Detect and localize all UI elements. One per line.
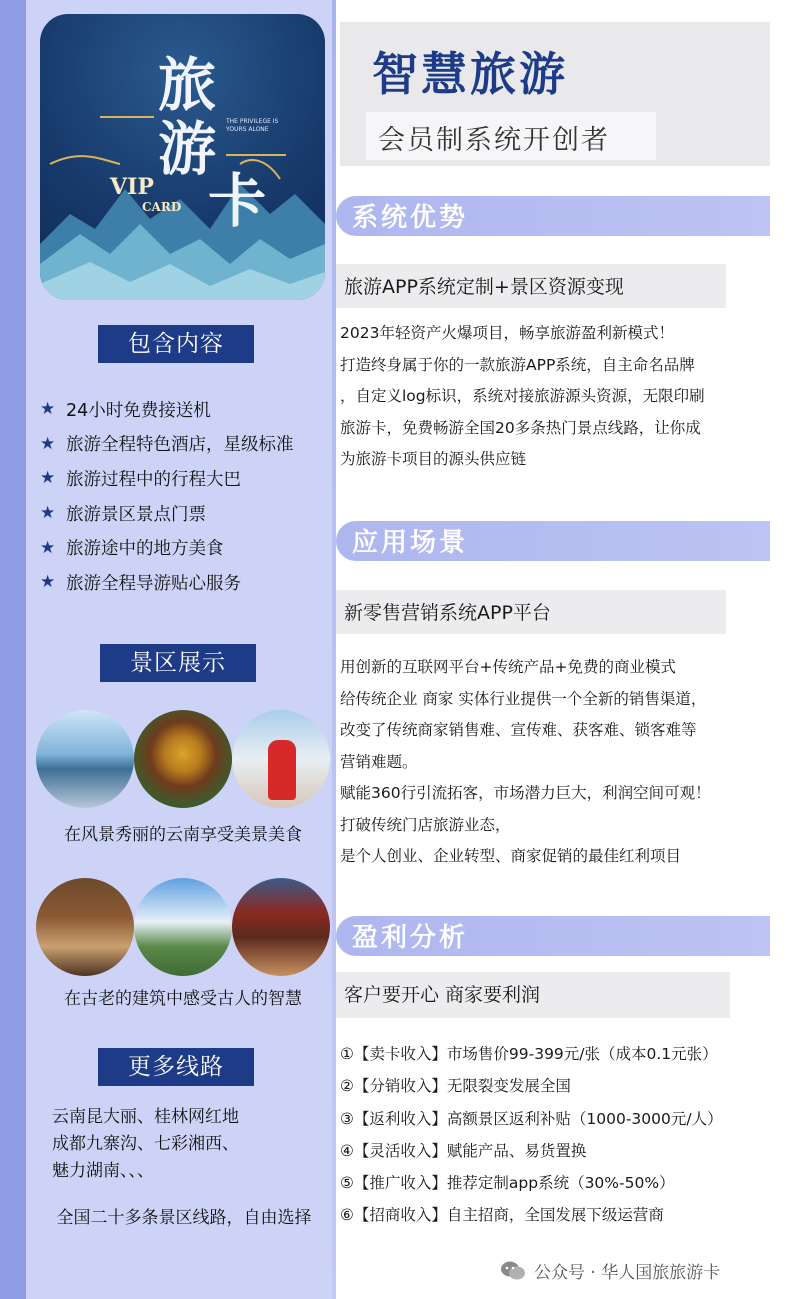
vip-label: VIP [110, 174, 154, 200]
scenic-caption-2: 在古老的建筑中感受古人的智慧 [64, 989, 302, 1009]
page-title: 智慧旅游 [372, 47, 568, 101]
route-line: 云南昆大丽、桂林网红地 [52, 1107, 239, 1127]
scenic-caption-1: 在风景秀丽的云南享受美景美食 [64, 825, 302, 845]
list-item: ★ 旅游景区景点门票 [40, 503, 206, 525]
scenic-photo-row-1 [36, 710, 330, 810]
routes-list [52, 1104, 239, 1185]
list-item: ★ 旅游全程导游贴心服务 [40, 572, 241, 594]
includes-heading: 包含内容 [98, 325, 254, 363]
routes-all: 全国二十多条景区线路，自由选择 [56, 1208, 312, 1228]
star-icon: ★ [40, 433, 56, 454]
star-icon: ★ [40, 468, 56, 489]
scenic-heading: 景区展示 [100, 644, 256, 682]
section-heading-advantage: 系统优势 [336, 196, 770, 236]
scenarios-text: 用创新的互联网平台+传统产品+免费的商业模式 给传统企业 商家 实体行业提供一个全新的销售渠道， 改变了传统商家销售难、宣传难、获客难、锁客难等 营销难题。 赋能360行引流拓客，市场潜力巨大，利润空间可观！ 打破传统门店旅游业态， 是个人创业、企业转型、商家促销的最佳红利项目 [340, 658, 711, 865]
footer-text: 公众号 · 华人国旅旅游卡 [534, 1263, 721, 1283]
left-edge-stripe [0, 0, 26, 1299]
profit-text: ①【卖卡收入】市场售价99-399元/张（成本0.1元张） ②【分销收入】无限裂变发展全国 ③【返利收入】高额景区返利补贴（1000-3000元/人） ④【灵活收入】赋能产品、易货置换 ⑤【推广收入】推荐定制app系统（30%-50%） ⑥【招商收入】自主招商，全国发展下级运营商 [340, 1045, 723, 1225]
profit-title-bar: 客户要开心 商家要利润 [336, 972, 730, 1018]
card-label: CARD [142, 200, 182, 214]
list-item: ★ 旅游途中的地方美食 [40, 537, 224, 560]
section-heading-scenarios: 应用场景 [336, 521, 770, 561]
list-item: ★ 旅游全程特色酒店，星级标准 [40, 433, 294, 456]
list-item: ★ 24小时免费接送机 [40, 399, 211, 421]
wechat-icon [500, 1260, 526, 1282]
scenic-photo-row-2 [36, 878, 330, 978]
woman-photo [232, 710, 330, 808]
star-icon: ★ [40, 572, 56, 593]
advantage-text: 2023年轻资产火爆项目，畅享旅游盈利新模式！ 打造终身属于你的一款旅游APP系统，自主命名品牌 ，自定义log标识，系统对接旅游源头资源，无限印刷 旅游卡，免费畅游全国20多条热门景点线路，让你成 为旅游卡项目的源头供应链 [340, 324, 705, 468]
gold-line [100, 116, 154, 118]
advantage-title-bar: 旅游APP系统定制+景区资源变现 [336, 264, 726, 308]
route-line: 魅力湖南、、、 [52, 1161, 154, 1181]
section-heading-profit: 盈利分析 [336, 916, 770, 956]
lake-photo [36, 710, 134, 808]
old-town-photo [36, 878, 134, 976]
card-title-char-3: 卡 [208, 167, 267, 235]
footer-watermark [500, 1258, 720, 1283]
card-title-char-1: 旅 [158, 51, 217, 119]
star-icon: ★ [40, 503, 56, 524]
routes-heading: 更多线路 [98, 1048, 254, 1086]
star-icon: ★ [40, 399, 56, 420]
snow-mountain-photo [134, 878, 232, 976]
vip-card-image [40, 14, 325, 300]
ancient-building-photo [232, 878, 330, 976]
route-line: 成都九寨沟、七彩湘西、 [52, 1134, 239, 1154]
card-tagline: THE PRIVILEGE IS YOURS ALONE [226, 118, 279, 133]
includes-list [40, 392, 330, 600]
star-icon: ★ [40, 537, 56, 558]
card-title-char-2: 游 [158, 115, 217, 183]
scenarios-title-bar: 新零售营销系统APP平台 [336, 590, 726, 634]
list-item: ★ 旅游过程中的行程大巴 [40, 468, 241, 490]
food-photo [134, 710, 232, 808]
page-subtitle: 会员制系统开创者 [378, 125, 610, 156]
